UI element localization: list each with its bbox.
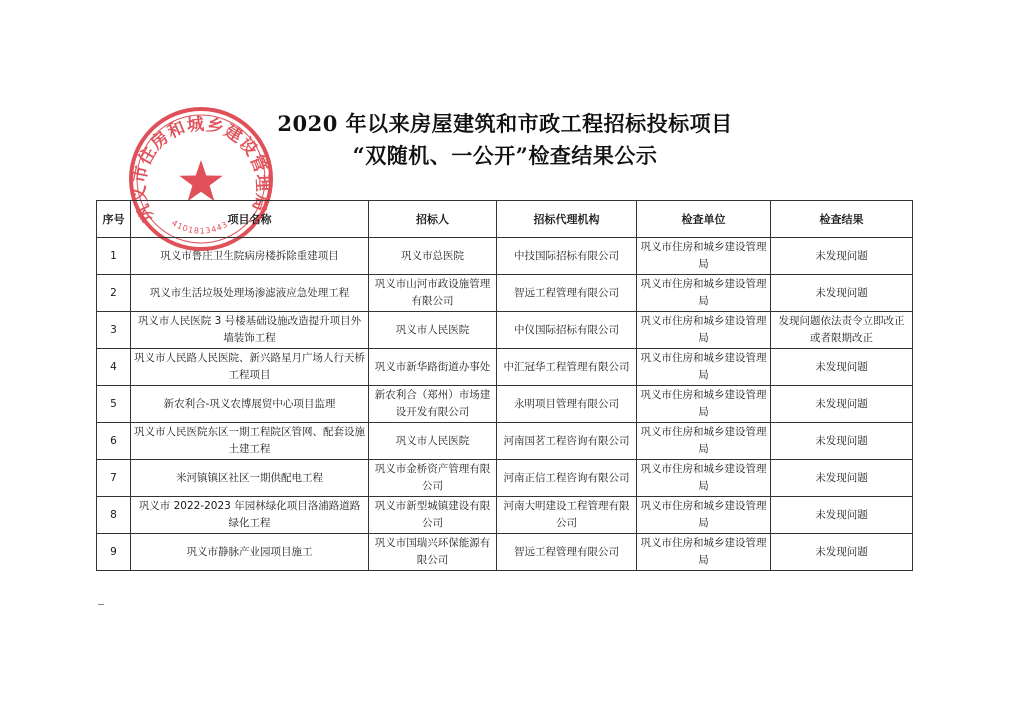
cell-no: 8 — [97, 497, 131, 534]
header-result: 检查结果 — [771, 201, 913, 238]
table-row — [97, 312, 913, 349]
cell-result: 未发现问题 — [771, 349, 913, 386]
cell-inspector: 巩义市住房和城乡建设管理局 — [637, 312, 771, 349]
cell-inspector: 巩义市住房和城乡建设管理局 — [637, 386, 771, 423]
cell-inspector: 巩义市住房和城乡建设管理局 — [637, 349, 771, 386]
cell-inspector: 巩义市住房和城乡建设管理局 — [637, 497, 771, 534]
header-agency: 招标代理机构 — [497, 201, 637, 238]
cell-no: 3 — [97, 312, 131, 349]
cell-agency: 智远工程管理有限公司 — [497, 534, 637, 571]
cell-project: 巩义市人民医院东区一期工程院区管网、配套设施土建工程 — [131, 423, 369, 460]
cell-project: 巩义市生活垃圾处理场渗滤液应急处理工程 — [131, 275, 369, 312]
cell-result: 发现问题依法责令立即改正或者限期改正 — [771, 312, 913, 349]
table-row — [97, 275, 913, 312]
table-row — [97, 460, 913, 497]
cell-result: 未发现问题 — [771, 386, 913, 423]
cell-bidder: 巩义市山河市政设施管理有限公司 — [369, 275, 497, 312]
cell-no: 9 — [97, 534, 131, 571]
stray-mark — [98, 604, 104, 605]
cell-bidder: 巩义市国瑞兴环保能源有限公司 — [369, 534, 497, 571]
cell-agency: 智远工程管理有限公司 — [497, 275, 637, 312]
cell-bidder: 巩义市金桥资产管理有限公司 — [369, 460, 497, 497]
cell-agency: 河南正信工程咨询有限公司 — [497, 460, 637, 497]
seal-number: 4101813443 — [170, 218, 230, 236]
cell-agency: 永明项目管理有限公司 — [497, 386, 637, 423]
cell-bidder: 新农利合（郑州）市场建设开发有限公司 — [369, 386, 497, 423]
cell-result: 未发现问题 — [771, 275, 913, 312]
cell-project: 米河镇镇区社区一期供配电工程 — [131, 460, 369, 497]
cell-no: 1 — [97, 238, 131, 275]
cell-project: 巩义市人民路人民医院、新兴路星月广场人行天桥工程项目 — [131, 349, 369, 386]
table-row — [97, 497, 913, 534]
table-header-row — [97, 201, 913, 238]
cell-bidder: 巩义市新型城镇建设有限公司 — [369, 497, 497, 534]
cell-result: 未发现问题 — [771, 423, 913, 460]
cell-inspector: 巩义市住房和城乡建设管理局 — [637, 275, 771, 312]
table-row — [97, 386, 913, 423]
cell-bidder: 巩义市新华路街道办事处 — [369, 349, 497, 386]
cell-bidder: 巩义市人民医院 — [369, 312, 497, 349]
cell-agency: 河南大明建设工程管理有限公司 — [497, 497, 637, 534]
table-row — [97, 423, 913, 460]
header-project: 项目名称 — [131, 201, 369, 238]
cell-bidder: 巩义市人民医院 — [369, 423, 497, 460]
header-no: 序号 — [97, 201, 131, 238]
table-row — [97, 349, 913, 386]
table-row — [97, 534, 913, 571]
cell-project: 新农利合-巩义农博展贸中心项目监理 — [131, 386, 369, 423]
document-title: 2020 年以来房屋建筑和市政工程招标投标项目 — [277, 111, 733, 136]
cell-project: 巩义市静脉产业园项目施工 — [131, 534, 369, 571]
cell-project: 巩义市 2022-2023 年园林绿化项目洛浦路道路绿化工程 — [131, 497, 369, 534]
cell-project: 巩义市鲁庄卫生院病房楼拆除重建项目 — [131, 238, 369, 275]
cell-agency: 中技国际招标有限公司 — [497, 238, 637, 275]
cell-no: 7 — [97, 460, 131, 497]
cell-result: 未发现问题 — [771, 238, 913, 275]
cell-no: 5 — [97, 386, 131, 423]
document-subtitle: “双随机、一公开”检查结果公示 — [352, 143, 658, 168]
header-inspector: 检查单位 — [637, 201, 771, 238]
cell-project: 巩义市人民医院 3 号楼基础设施改造提升项目外墙装饰工程 — [131, 312, 369, 349]
cell-no: 4 — [97, 349, 131, 386]
cell-result: 未发现问题 — [771, 534, 913, 571]
cell-inspector: 巩义市住房和城乡建设管理局 — [637, 238, 771, 275]
cell-agency: 河南国茗工程咨询有限公司 — [497, 423, 637, 460]
header-bidder: 招标人 — [369, 201, 497, 238]
cell-bidder: 巩义市总医院 — [369, 238, 497, 275]
cell-inspector: 巩义市住房和城乡建设管理局 — [637, 534, 771, 571]
cell-no: 2 — [97, 275, 131, 312]
results-table — [96, 200, 913, 571]
seal-text: 巩义市住房和城乡建设管理局 — [129, 114, 273, 225]
cell-result: 未发现问题 — [771, 460, 913, 497]
cell-no: 6 — [97, 423, 131, 460]
cell-inspector: 巩义市住房和城乡建设管理局 — [637, 460, 771, 497]
table-row — [97, 238, 913, 275]
cell-inspector: 巩义市住房和城乡建设管理局 — [637, 423, 771, 460]
cell-result: 未发现问题 — [771, 497, 913, 534]
cell-agency: 中汇冠华工程管理有限公司 — [497, 349, 637, 386]
cell-agency: 中仪国际招标有限公司 — [497, 312, 637, 349]
